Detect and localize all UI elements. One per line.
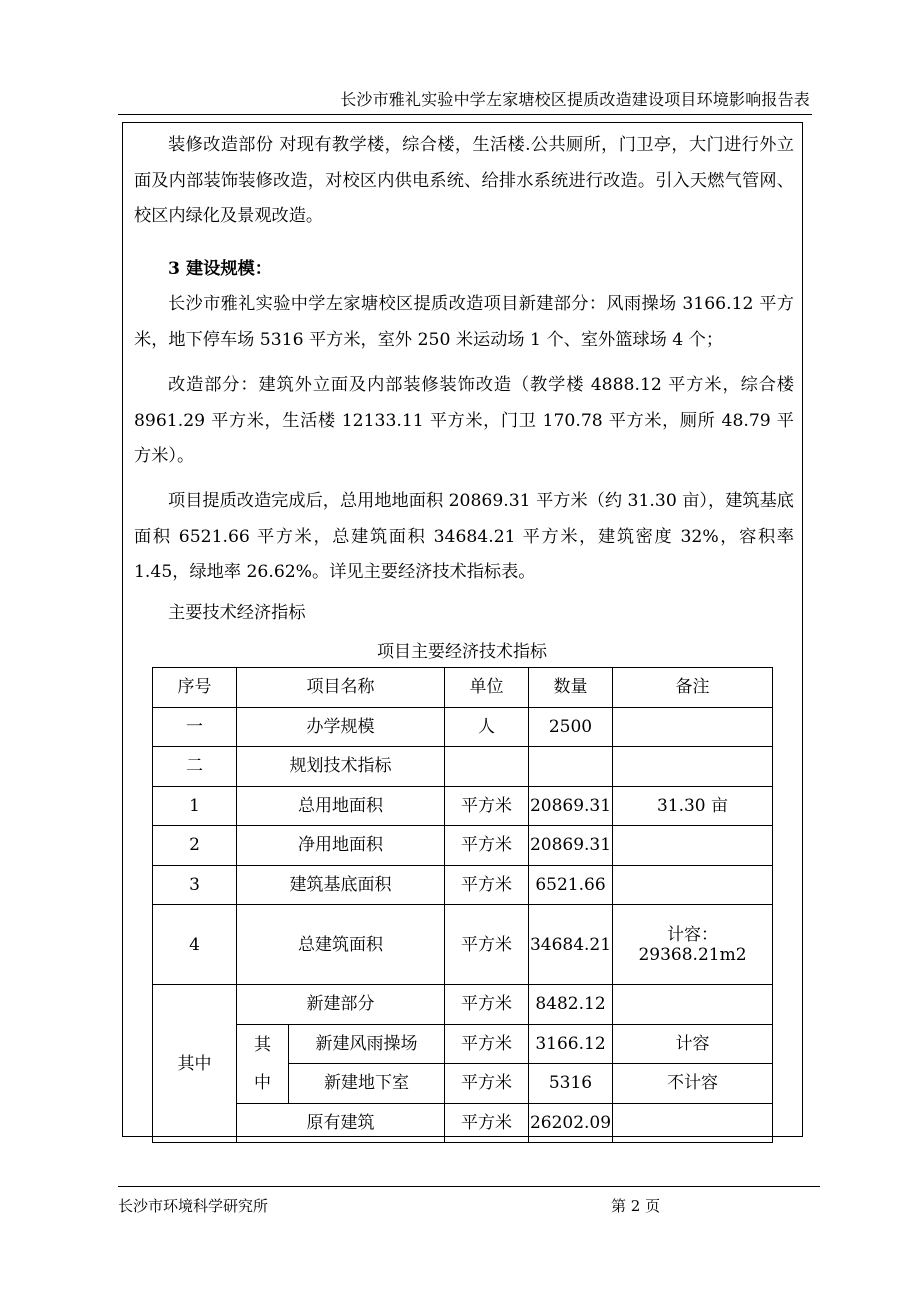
table-row (153, 1024, 773, 1064)
cell-name: 建筑基底面积 (237, 865, 445, 905)
cell-note (613, 905, 773, 985)
cell-unit: 平方米 (445, 826, 529, 866)
cell-note (613, 826, 773, 866)
table-caption: 项目主要经济技术指标 (377, 642, 547, 662)
cell-unit: 平方米 (445, 985, 529, 1025)
cell-qty: 34684.21 (529, 905, 613, 985)
note-line: 计容： (667, 924, 718, 945)
cell-no: 2 (153, 826, 237, 866)
cell-qty: 6521.66 (529, 865, 613, 905)
cell-unit: 人 (445, 707, 529, 747)
new-construction-paragraph: 长沙市雅礼实验中学左家塘校区提质改造项目新建部分：风雨操场 3166.12 平方米，地下停车场 5316 平方米，室外 250 米运动场 1 个、室外篮球场 4 个； (134, 294, 794, 350)
cell-name: 新建风雨操场 (289, 1024, 445, 1064)
cell-no: 4 (153, 905, 237, 985)
table-row (153, 786, 773, 826)
table-header-row (153, 668, 773, 708)
cell-qty: 2500 (529, 707, 613, 747)
cell-qty (529, 747, 613, 787)
cell-unit: 平方米 (445, 786, 529, 826)
subgroup-char: 中 (254, 1072, 271, 1093)
cell-unit: 平方米 (445, 1024, 529, 1064)
cell-note (613, 1103, 773, 1143)
table-row (153, 707, 773, 747)
renovation-paragraph: 装修改造部份 对现有教学楼，综合楼，生活楼.公共厕所，门卫亭，大门进行外立面及内部装饰装修改造，对校区内供电系统、给排水系统进行改造。引入天燃气管网、校区内绿化及景观改造。 (134, 135, 794, 226)
cell-note: 31.30 亩 (613, 786, 773, 826)
cell-qty: 20869.31 (529, 786, 613, 826)
cell-note: 不计容 (613, 1064, 773, 1104)
table-row (153, 905, 773, 985)
cell-unit: 平方米 (445, 1103, 529, 1143)
cell-no: 二 (153, 747, 237, 787)
indicators-label: 主要技术经济指标 (168, 603, 306, 623)
header-note: 备注 (613, 668, 773, 708)
cell-name: 总建筑面积 (237, 905, 445, 985)
table-row (153, 826, 773, 866)
cell-unit: 平方米 (445, 905, 529, 985)
cell-qty: 20869.31 (529, 826, 613, 866)
cell-qty: 8482.12 (529, 985, 613, 1025)
cell-name: 新建地下室 (289, 1064, 445, 1104)
cell-name: 原有建筑 (237, 1103, 445, 1143)
cell-qty: 3166.12 (529, 1024, 613, 1064)
cell-group-label: 其中 (153, 985, 237, 1143)
renovated-part-paragraph: 改造部分：建筑外立面及内部装修装饰改造（教学楼 4888.12 平方米，综合楼 8961.29 平方米，生活楼 12133.11 平方米，门卫 170.78 平方米，厕所 48.79 平方米）。 (134, 375, 794, 466)
cell-name: 总用地面积 (237, 786, 445, 826)
cell-no: 1 (153, 786, 237, 826)
report-title: 长沙市雅礼实验中学左家塘校区提质改造建设项目环境影响报告表 (340, 90, 810, 109)
cell-name: 净用地面积 (237, 826, 445, 866)
table-row (153, 1103, 773, 1143)
cell-note (613, 865, 773, 905)
page-number: 第 2 页 (611, 1197, 661, 1215)
summary-paragraph: 项目提质改造完成后，总用地地面积 20869.31 平方米（约 31.30 亩），建筑基底面积 6521.66 平方米，总建筑面积 34684.21 平方米，建筑密度 32%，容积率 1.45，绿地率 26.62%。详见主要经济技术指标表。 (134, 491, 794, 582)
cell-qty: 5316 (529, 1064, 613, 1104)
cell-no: 3 (153, 865, 237, 905)
table-row (153, 747, 773, 787)
cell-subgroup-label (237, 1024, 289, 1103)
header-unit: 单位 (445, 668, 529, 708)
cell-unit: 平方米 (445, 865, 529, 905)
header-name: 项目名称 (237, 668, 445, 708)
cell-note: 计容 (613, 1024, 773, 1064)
header-divider (118, 114, 812, 115)
cell-name: 办学规模 (237, 707, 445, 747)
footer-divider (118, 1186, 820, 1187)
cell-no: 一 (153, 707, 237, 747)
table-row (153, 985, 773, 1025)
economic-indicators-table (152, 667, 773, 1143)
cell-note (613, 985, 773, 1025)
header-no: 序号 (153, 668, 237, 708)
footer-organization: 长沙市环境科学研究所 (118, 1197, 269, 1215)
cell-name: 规划技术指标 (237, 747, 445, 787)
cell-unit (445, 747, 529, 787)
cell-qty: 26202.09 (529, 1103, 613, 1143)
cell-note (613, 707, 773, 747)
cell-unit: 平方米 (445, 1064, 529, 1104)
subgroup-char: 其 (254, 1034, 271, 1055)
note-line: 29368.21m2 (638, 944, 747, 965)
cell-note (613, 747, 773, 787)
table-row (153, 865, 773, 905)
header-qty: 数量 (529, 668, 613, 708)
section-heading-scale: 3 建设规模： (168, 259, 272, 279)
cell-name: 新建部分 (237, 985, 445, 1025)
